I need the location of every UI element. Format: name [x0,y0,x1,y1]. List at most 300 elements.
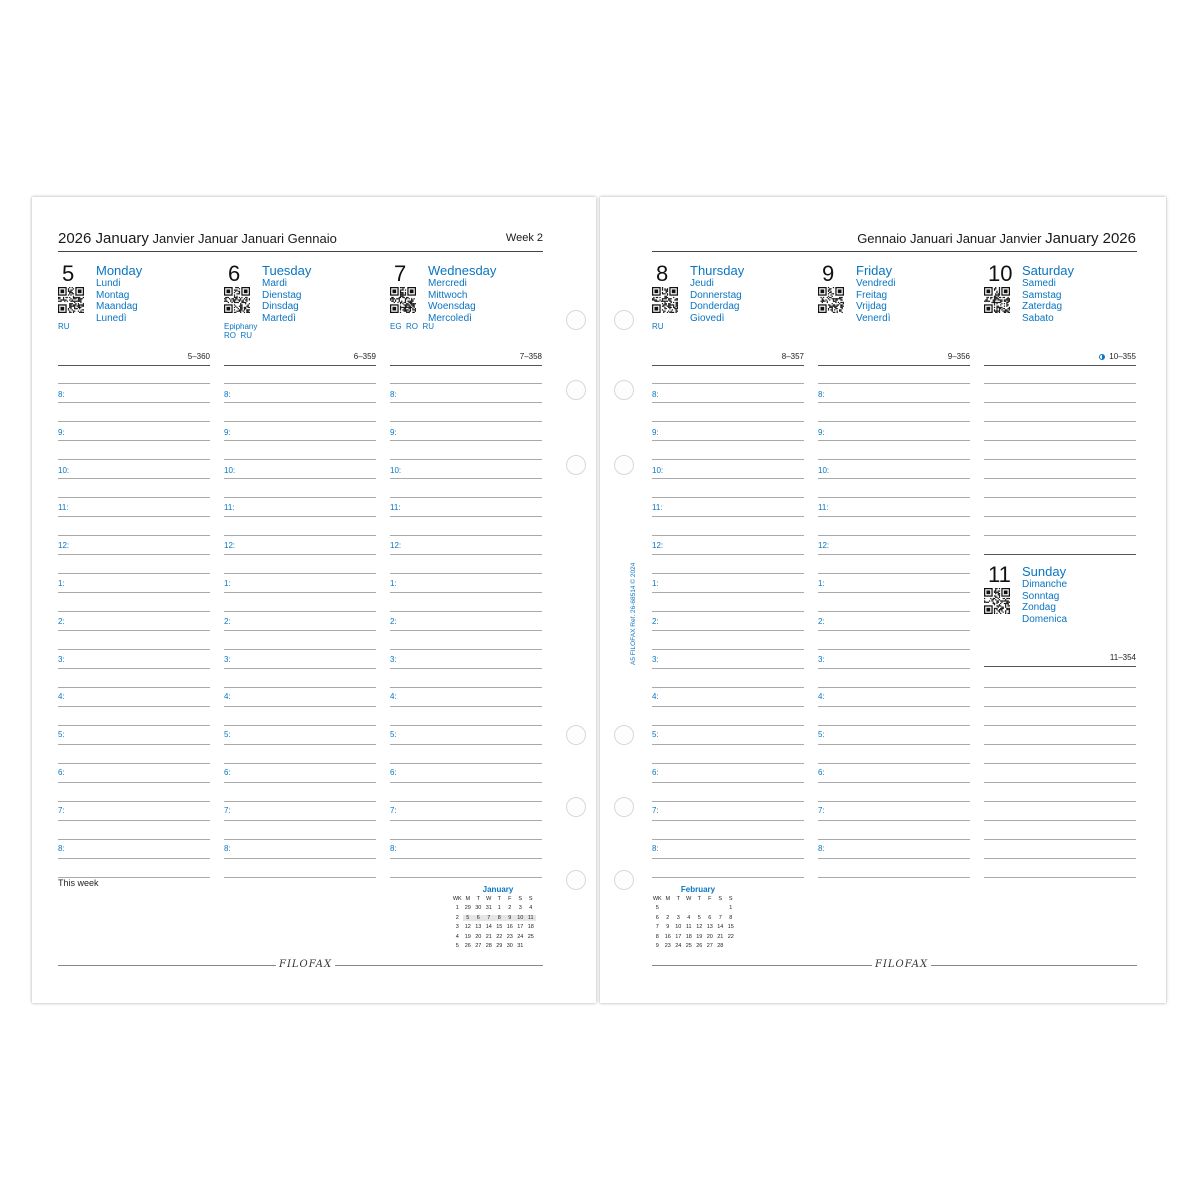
hour-label: 8: [58,390,65,399]
week-number: Week 2 [505,232,543,244]
writing-line [652,858,804,859]
day-translation: Montag [96,289,130,301]
writing-line [652,763,804,764]
mini-calendar-day: 22 [496,933,503,940]
mini-calendar-header: M [465,896,471,902]
mini-calendar-day: 19 [696,933,703,940]
day-number: 5 [62,261,75,286]
hour-label: 9: [224,427,231,437]
hour-label: 3: [58,654,65,664]
day-name: Sunday [1022,564,1067,579]
mini-calendar-day: 22 [727,933,734,940]
writing-line [818,573,970,574]
mini-calendar-day: 31 [517,943,524,950]
hour-label: 2: [58,616,65,626]
writing-line [984,440,1136,441]
writing-line [390,383,542,384]
hour-label: 4: [224,692,231,702]
hour-label: 7: [224,805,231,815]
mini-calendar-day: 7 [484,915,495,921]
hour-label: 8: [652,843,659,853]
writing-line [58,611,210,612]
day-of-year-count [1099,352,1136,361]
writing-line [390,801,542,802]
writing-line [818,858,970,859]
mini-calendar-day: 15 [727,924,734,931]
writing-line [390,554,542,555]
writing-line [224,421,376,422]
day-name-translations [856,278,895,325]
hour-label: 8: [818,843,825,853]
hour-label: 8: [390,843,397,853]
mini-calendar-day: 10 [515,915,526,921]
ring-hole [566,380,586,400]
writing-line [224,839,376,840]
writing-line [390,687,542,688]
hour-label: 11: [58,503,69,513]
day-number: 10 [988,261,1013,286]
writing-line [390,478,542,479]
mini-calendar-day: 17 [517,924,524,931]
day-translation: Donderdag [690,301,740,313]
hour-label: 12: [818,541,830,551]
day-of-year-count [948,352,970,361]
mini-calendar-day: 29 [496,943,503,950]
mini-calendar-week-number: 8 [655,933,659,940]
day-translation: Mercredi [428,278,467,289]
hour-label: 8: [652,390,659,399]
writing-line [652,820,804,821]
writing-line [818,839,970,840]
writing-line [224,687,376,688]
writing-line [58,839,210,840]
hour-label: 10: [390,465,402,475]
writing-line [390,516,542,517]
hour-label: 9: [58,427,65,437]
mini-calendar-day: 24 [517,933,524,940]
mini-calendar-day: 2 [508,905,512,911]
writing-line [652,801,804,802]
day-of-year-count [782,352,804,361]
writing-line [224,858,376,859]
writing-line [652,744,804,745]
mini-calendar-day: 26 [464,943,471,950]
hour-label: 11: [390,503,401,513]
day-number: 9 [822,261,835,286]
left-header-rule [58,251,543,252]
mini-calendar-header: T [476,896,480,902]
day-number: 7 [394,261,407,286]
writing-line [58,421,210,422]
writing-line [224,592,376,593]
hour-label: 1: [224,579,231,588]
hour-label: 4: [58,692,65,702]
hour-label: 9: [818,427,825,437]
writing-line [390,459,542,460]
writing-line [224,554,376,555]
writing-line [652,478,804,479]
hour-label: 7: [58,805,65,815]
day-name: Friday [856,263,893,278]
writing-line [390,706,542,707]
right-month-translations: Gennaio Januari Januar Janvier [857,231,1042,246]
left-month-translations: Janvier Januar Januari Gennaio [152,231,337,246]
this-week-label: This week [58,878,99,888]
day-translation: Venerdì [856,313,891,325]
right-month-year: January 2026 [1045,230,1136,247]
writing-line [652,402,804,403]
writing-line [984,706,1136,707]
writing-line [818,459,970,460]
day-translation: Donnerstag [690,289,742,301]
writing-line [818,744,970,745]
writing-line [818,497,970,498]
mini-calendar-week-number: 7 [655,924,659,931]
writing-line [58,459,210,460]
moon-phase-icon [1099,354,1105,360]
writing-line [652,877,804,878]
writing-line [58,497,210,498]
writing-line [390,782,542,783]
hour-label: 10: [818,465,830,475]
day-translation: Dinsdag [262,301,299,313]
day-name-translations [1022,278,1062,325]
writing-line [652,459,804,460]
day-of-year-count [520,352,542,361]
day-translation: Zondag [1022,602,1056,614]
mini-calendar-header: WK [452,896,462,902]
hour-label: 6: [390,768,397,777]
mini-calendar-week-number: 3 [455,924,459,931]
day-translation: Sabato [1022,313,1054,325]
writing-line [224,478,376,479]
hour-label: 8: [58,843,65,853]
hour-label: 7: [390,805,397,815]
hour-label: 8: [818,390,825,399]
writing-line [652,706,804,707]
ring-hole [566,310,586,330]
ring-hole [614,797,634,817]
writing-line [818,440,970,441]
writing-line [818,649,970,650]
writing-line [390,877,542,878]
qr-code-icon [224,287,250,313]
day-name-translations [96,278,138,325]
mini-calendar-header: S [518,896,523,902]
mini-calendar-header: S [528,896,533,902]
writing-line [58,801,210,802]
day-number: 11 [988,562,1011,587]
day-translation: Zaterdag [1022,301,1063,313]
writing-line [58,535,210,536]
day-of-year-count [354,352,376,361]
mini-calendar-week-number: 9 [655,943,659,950]
qr-code-icon [58,287,84,313]
mini-calendar-day: 15 [496,924,503,931]
writing-line [984,459,1136,460]
writing-line [390,649,542,650]
hour-label: 3: [652,654,659,664]
ring-hole [614,380,634,400]
writing-line [652,573,804,574]
qr-code-icon [984,588,1010,614]
hour-label: 4: [818,692,825,702]
day-translation: Domenica [1022,614,1068,626]
writing-line [984,687,1136,688]
left-year-month: 2026 January [58,230,149,247]
mini-calendar-day: 30 [475,905,482,911]
mini-calendar-day: 10 [675,924,682,931]
day-translation: Jeudi [690,278,714,289]
writing-line [984,725,1136,726]
writing-line [224,744,376,745]
writing-line [390,611,542,612]
hour-label: 5: [390,730,397,740]
mini-calendar-day: 12 [464,924,471,931]
sunday-top-rule [984,554,1136,555]
hour-label: 1: [818,579,825,588]
mini-calendar-day: 23 [506,933,513,940]
hour-label: 2: [818,616,825,626]
hour-label: 6: [58,768,65,777]
hour-label: 2: [224,616,231,626]
writing-line [390,630,542,631]
mini-calendar-day: 12 [696,924,703,931]
writing-line [58,592,210,593]
mini-calendar-day: 19 [464,933,471,940]
writing-line [984,497,1136,498]
day-count-text: 8–357 [781,352,804,361]
mini-calendar-title: February [680,885,716,894]
writing-line [818,421,970,422]
hour-label: 12: [58,541,70,551]
mini-calendar-week-number: 1 [455,905,459,911]
day-name-translations [262,278,301,325]
day-number: 8 [656,261,669,286]
day-top-rule [818,365,970,366]
day-name-translations [1022,579,1067,626]
mini-calendar-day: 13 [706,924,713,931]
writing-line [390,820,542,821]
writing-line [390,535,542,536]
hour-label: 8: [224,843,231,853]
left-header-title [58,230,337,247]
writing-line [652,516,804,517]
day-translation: Mardi [262,278,288,289]
mini-calendar-day: 1 [497,905,501,911]
hour-label: 3: [390,654,397,664]
mini-calendar-day: 14 [717,924,724,931]
writing-line [818,592,970,593]
mini-calendar-day: 9 [666,924,670,931]
mini-calendar-day: 27 [475,943,482,950]
writing-line [818,630,970,631]
hour-label: 11: [224,503,235,513]
writing-line [818,820,970,821]
right-header-rule [652,251,1137,252]
ring-hole [614,725,634,745]
writing-line [390,858,542,859]
day-translation: Vrijdag [856,301,887,313]
ring-hole [614,310,634,330]
right-header-title [857,230,1136,247]
qr-code-icon [984,287,1010,313]
mini-calendar-header: W [486,896,492,902]
day-of-year-count: 11–354 [1109,653,1136,662]
day-top-rule [58,365,210,366]
mini-calendar-day: 27 [706,943,713,950]
day-name-translations [690,278,742,325]
sunday-block [984,554,1136,674]
day-translation: Sonntag [1022,590,1060,602]
writing-line [984,858,1136,859]
writing-line [224,459,376,460]
writing-line [652,668,804,669]
writing-line [224,611,376,612]
writing-line [58,668,210,669]
hour-label: 1: [58,579,65,588]
day-top-rule [224,365,376,366]
filofax-logo-right: FILOFAX [872,959,931,970]
hour-label: 10: [58,465,70,475]
writing-line [652,725,804,726]
mini-calendar-header: S [728,896,733,902]
mini-calendar-week-number: 4 [455,933,459,940]
writing-line [984,839,1136,840]
ring-hole [566,455,586,475]
writing-line [818,877,970,878]
mini-calendar-day: 5 [463,915,474,921]
writing-line [652,497,804,498]
day-translation: Lunedì [96,313,127,325]
right-page [600,197,1166,1003]
day-count-text: 7–358 [519,352,542,361]
writing-line [652,630,804,631]
writing-line [984,801,1136,802]
day-translation: Martedì [262,313,296,325]
writing-line [224,440,376,441]
hour-label: 4: [652,692,659,702]
mini-calendar-day: 16 [506,924,513,931]
mini-calendar-day: 2 [666,914,670,921]
sunday-count-rule [984,666,1136,667]
mini-calendar-title: January [482,885,514,894]
writing-line [390,592,542,593]
writing-line [224,383,376,384]
writing-line [390,725,542,726]
writing-line [58,725,210,726]
mini-calendar-day: 16 [664,933,671,940]
mini-calendar-header: T [676,896,680,902]
writing-line [58,440,210,441]
writing-line [984,535,1136,536]
writing-line [58,478,210,479]
writing-line [58,706,210,707]
writing-line [818,782,970,783]
mini-calendar-day: 18 [527,924,534,931]
writing-line [224,573,376,574]
mini-calendar-january [452,885,544,955]
writing-line [58,820,210,821]
hour-label: 6: [818,768,825,777]
mini-calendar-day: 13 [475,924,482,931]
mini-calendar-day: 25 [685,943,692,950]
mini-calendar-day: 31 [485,905,492,911]
hour-label: 6: [224,768,231,777]
mini-calendar-week-number: 6 [655,914,659,921]
mini-calendar-day: 24 [675,943,682,950]
hour-label: 2: [652,616,659,626]
hour-label: 12: [390,541,402,551]
writing-line [390,763,542,764]
writing-line [224,649,376,650]
writing-line [58,402,210,403]
hour-label: 6: [652,768,659,777]
hour-label: 3: [224,654,231,664]
mini-calendar-header: F [708,896,712,902]
writing-line [390,402,542,403]
writing-line [818,611,970,612]
mini-calendar-day: 11 [685,924,692,931]
writing-line [652,592,804,593]
day-name-translations [428,278,476,325]
writing-line [58,782,210,783]
writing-line [818,554,970,555]
mini-calendar-day: 18 [685,933,692,940]
writing-line [818,725,970,726]
writing-line [390,421,542,422]
day-top-rule [390,365,542,366]
ring-hole [566,797,586,817]
writing-line [224,763,376,764]
day-translation: Dimanche [1022,579,1068,590]
writing-line [224,535,376,536]
holiday-note: RU [652,322,664,331]
writing-line [390,744,542,745]
writing-line [58,649,210,650]
mini-calendar-day: 11 [526,915,537,921]
day-translation: Samstag [1022,289,1062,301]
holiday-note: RU [58,322,70,331]
mini-calendar-day: 4 [687,914,691,921]
day-translation: Lundi [96,278,121,289]
day-translation: Samedi [1022,278,1056,289]
writing-line [224,706,376,707]
mini-calendar-week-number: 5 [655,905,659,911]
day-count-text: 10–355 [1109,352,1136,361]
writing-line [58,744,210,745]
hour-label: 10: [224,465,236,475]
writing-line [984,402,1136,403]
writing-line [984,782,1136,783]
writing-line [224,877,376,878]
day-translation: Mercoledì [428,313,472,325]
writing-line [818,535,970,536]
writing-line [224,402,376,403]
writing-line [652,383,804,384]
mini-calendar-day: 21 [485,933,492,940]
hour-label: 11: [818,503,829,513]
mini-calendar-header: S [718,896,723,902]
hour-label: 5: [652,730,659,740]
writing-line [652,535,804,536]
hour-label: 5: [818,730,825,740]
writing-line [224,820,376,821]
hour-label: 5: [58,730,65,740]
writing-line [818,801,970,802]
day-translation: Mittwoch [428,289,468,301]
writing-line [58,383,210,384]
